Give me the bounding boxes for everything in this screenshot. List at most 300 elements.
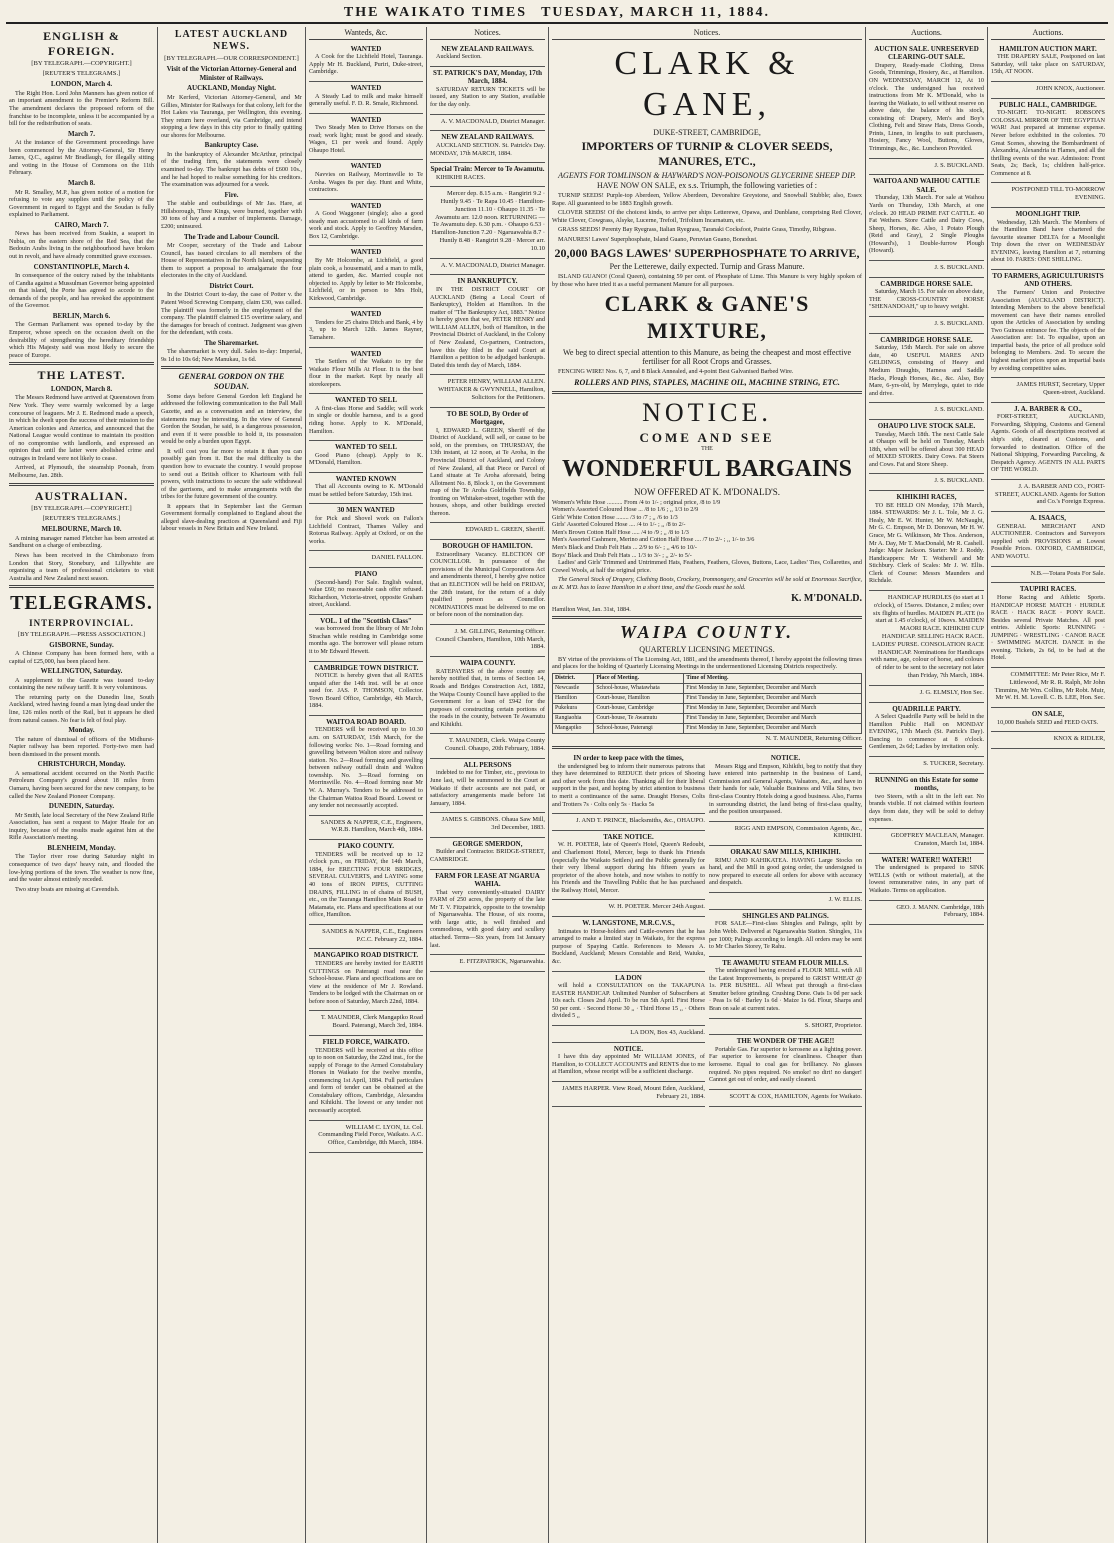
advertisement xyxy=(552,752,705,814)
table-header: Place of Meeting. xyxy=(594,673,684,683)
ad-text: FOR SALE—First-class Shingles and Palings, split by John Webb. Delivered at Ngaruawahia Station. Shingles, 11s per 1000; Palings according to length. All orders may be sent to Mr Charles Storey, Te Rahu. xyxy=(709,920,862,951)
column-wanteds xyxy=(306,27,427,1543)
come-and-see: COME AND SEE xyxy=(639,430,775,446)
clark-gane-turnip: TURNIP SEEDS! Purple-top Aberdeen, Yellow Aberdeen, Devonshire Greystone, and Snowball Stubble; also, Essex Rape. All guaranteed to be 1883 English growth. xyxy=(552,192,862,207)
article-text: News has been received in the Chimborazo from London that Story, Stonebury, and Lillywhite are organising a team of professional cricketers to visit Australia and New Zealand next season. xyxy=(9,551,154,582)
ad-title: PIAKO COUNTY. xyxy=(337,842,395,851)
notice-title: NOTICE. xyxy=(642,397,772,427)
advertisement xyxy=(991,378,1105,403)
ad-title: LA DON xyxy=(615,973,642,982)
article-dateline: GISBORNE, Sunday. xyxy=(49,640,114,649)
article-dateline: March 8. xyxy=(67,179,96,187)
ad-signature: T. MAUNDER, Clerk. Waipa County Council. Ohaupo, 20th February, 1884. xyxy=(444,737,545,753)
article-text: It will cost you far more to retain it than you can possibly gain from it. But the real difficulty is the question how to evacuate the country. I would propose to send out a British officer to Khartoum with full powers, with instructions to secure the safe withdrawal of the garrisons, and to make arrangements with the tribes for the future government of the country. xyxy=(161,447,302,501)
ad-signature: J. W. ELLIS. xyxy=(828,896,862,904)
ad-title: TO FARMERS, AGRICULTURISTS AND OTHERS. xyxy=(992,271,1104,289)
ad-title: AUCTION SALE. UNRESERVED CLEARING-OUT SALE. xyxy=(874,44,979,62)
ad-text: TENDERS will be received up to 10.30 a.m. on SATURDAY, 15th March, for the following works: No. 1—Road forming and gravelling between Walton store and railway station. No. 2—Road forming and gravelling between railway outfall drain and Walton township. No. 3—Road forming on Morrinsville. No. 4—Road forming near Mr W. A. Murray's. Tenders to be addressed to the Chairman Waitoa Road Board. Lowest or any tender not necessarily accepted. xyxy=(309,726,423,810)
advertisement xyxy=(552,917,705,971)
ad-text: Wednesday, 12th March. The Members of the Hamilton Band have chartered the favourite steamer DELTA for a Moonlight Trip down the river on WEDNESDAY EVENING, leaving Hamilton at 7, returning about 10. FARES: ONE SHILLING. xyxy=(991,218,1105,264)
advertisement xyxy=(430,734,545,759)
advertisement xyxy=(991,43,1105,82)
article-text: The Messrs Redmond have arrived at Queenstown from New York. They were warmly welcomed by a large concourse of leaguers. Mr J. E. Redmond made a speech, in which he dwelt upon the success of their mission to the American colonies and America, and announced that the National League would continue to maintain its position of no compromise with landlords, and expressed an opinion that until the latter were abolished crime and outrages in Ireland were not likely to cease. xyxy=(9,394,154,462)
ad-text: A Good Waggoner (single); also a good steady man accustomed to all kinds of farm work and stock. Apply to Geoffrey Marsden, Box 12, Cambridge. xyxy=(309,210,423,240)
ad-text: Tuesday, March 18th. The next Cattle Sale at Ohaupo will be held on Tuesday, March 18th, when will be offered about 300 HEAD of MIXED STORES. Dairy Cows. Fat Steers and Cows. Fat and Store Sheep. xyxy=(869,430,984,468)
ad-list xyxy=(309,43,423,1153)
ad-title: TAKE NOTICE. xyxy=(603,832,654,841)
advertisement xyxy=(309,551,423,568)
advertisement xyxy=(869,159,984,176)
ad-text: Horse Racing and Athletic Sports. HANDICAP HORSE MATCH · HURDLE RACE · HACK RACE · PONY RACE. Besides several Private Matches. All post entries. Athletic Sports: RUNNING · JUMPING · WRESTLING · CANOE RACE · SWIMMING MATCH. DANCE in the evening. Tickets, 2s 6d, to be had at the Hotel. xyxy=(991,593,1105,662)
table-cell: First Monday in June, September, December and March xyxy=(684,684,862,694)
article-text: A supplement to the Gazette was issued to-day containing the new railway tariff. It is very voluminous. xyxy=(9,676,154,692)
ad-text: 10,000 Bushels SEED and FEED OATS. xyxy=(997,718,1099,726)
ad-signature: SCOTT & COX, HAMILTON, Agents for Waikato. xyxy=(729,1092,862,1100)
ad-text: indebted to me for Timber, etc., previous to June last, will be summoned to the Court at Waikato if their accounts are not paid, or satisfactory arrangements made before 1st January, 1884. xyxy=(430,769,545,807)
table-cell: Hamilton xyxy=(553,694,594,704)
ad-title: WAITOA ROAD BOARD. xyxy=(326,717,406,726)
clark-gane-guano: ISLAND GUANO! (Coral Queen), containing 59 per cent. of Phosphate of Lime. This Manure is very highly spoken of by those who have tried it as a useful permanent Manure for all purposes. xyxy=(552,272,862,288)
bargains-date: Hamilton West, Jan. 31st, 1884. xyxy=(552,605,631,613)
ad-text: TENDERS will be received at this office up to noon on Saturday, the 22nd inst., for the supply of Forage to the Armed Constabulary Horses in Waikato for the twelve months, commencing 1st April, 1884. Full particulars and form of tender can be obtained at the Constabulary offices, Cambridge, Alexandra and Kihikihi. The lowest or any tender not necessarily accepted. xyxy=(309,1046,423,1115)
article-text: Mr Smith, late local Secretary of the New Zealand Rifle Association, has sent a request to Major Heale for an inquiry, because of the results made against him at the Rifle Association's meeting. xyxy=(9,811,154,842)
wonderful-bargains: WONDERFUL BARGAINS xyxy=(561,456,853,483)
section-title-auckland: LATEST AUCKLAND NEWS. xyxy=(174,29,289,53)
clark-gane-intro: HAVE NOW ON SALE, ex s.s. Triumph, the following varieties of : xyxy=(597,181,817,191)
article-text: In consequence of the outcry raised by the inhabitants of Candia against a Mussulman Governor being appointed on that island, the Porte has agreed to accede to the demands of the people, and has revoked the appointment of the Governor. xyxy=(9,272,154,310)
ad-title: WANTED xyxy=(350,162,382,171)
advertisement xyxy=(309,43,423,82)
ad-text: two Steers, with a slit in the left ear. No brands visible. If not claimed within fourteen days from date, they will be sold to defray expenses. xyxy=(869,792,984,823)
advertisement xyxy=(991,668,1105,708)
clark-gane-address: DUKE-STREET, CAMBRIDGE, xyxy=(653,127,761,137)
table-row xyxy=(553,684,862,694)
advertisement xyxy=(430,540,545,625)
advertisement xyxy=(309,1121,423,1153)
section-title-latest: THE LATEST. xyxy=(37,368,126,383)
ad-signature: LA DON, Box 43, Auckland. xyxy=(630,1028,705,1036)
clark-gane-manures: MANURES! Lawes' Superphosphate, Island Guano, Peruvian Guano, Bonedust. xyxy=(558,236,758,243)
bargains-general: The General Stock of Drapery, Clothing Boots, Crockery, Ironmongery, and Groceries will be sold at Enormous Sacrifice, as K. M'D. has to leave Hamilton in a short time, and the Goods must be sold. xyxy=(552,576,862,591)
ad-title: WANTED xyxy=(350,83,382,92)
ad-text: Drapery, Ready-made Clothing, Dress Goods, Trimmings, Hosiery, &c., at Hamilton. ON WEDNESDAY, MARCH 12, At 10 o'clock. The undersigned has received instructions from Mr K. M'Donald, who is leaving the Waikato, to sell without reserve on above date, the balance of his stock, consisting of: Drapery, Men's and Boy's Clothing, Felt and Straw Hats, Dress Goods, Prints, Linen, in lengths to suit purchasers, Hosiery, Fancy Wool, Buttons, Gloves, Trimmings, &c., &c. Luncheon Provided. xyxy=(869,61,984,152)
columns xyxy=(6,27,1108,1543)
advertisement xyxy=(309,348,423,395)
price-list xyxy=(552,499,862,560)
ad-text: (Second-hand) For Sale. English walnut, value £60; no reasonable cash offer refused. Richardson, Victoria-street, opposite Graham street, Auckland. xyxy=(309,578,423,609)
ad-title: NOTICE. xyxy=(770,754,801,763)
ad-text: the undersigned beg to inform their numerous patrons that they have determined to REDUCE their prices of Shoeing and other work from this date. Thanking all for their liberal support in the past, and hoping by strict attention to business to merit a continuance of the same. Draught Horses, Colts and Trotters 7s · Colts only 5s · Hacks 5s xyxy=(552,762,705,808)
advertisement xyxy=(869,334,984,403)
advertisement xyxy=(869,420,984,474)
article-text: At the instance of the Government proceedings have been commenced by the Attorney-General, Sir Henry James, Q.C., against Mr Bradlaugh, for illegally sitting and voting in the House of Commons on the 11th February. xyxy=(9,139,154,177)
table-row xyxy=(553,704,862,714)
advertisement xyxy=(552,1026,705,1043)
advertisement xyxy=(430,625,545,657)
ad-text: I have this day appointed Mr WILLIAM JONES, of Hamilton, to COLLECT ACCOUNTS and RENTS due to me at Hamilton, whose receipt will be a sufficient discharge. xyxy=(552,1053,705,1076)
article-text: Some days before General Gordon left England he addressed the following communication to the Pall Mall Gazette, and as a conversation and an interview, the statements may be interesting. In the view of General Gordon the Soudan, he said, is a dangerous possession, and even if it were possible to hold it, its possession would be only a burden upon Egypt. xyxy=(161,392,302,446)
advertisement xyxy=(552,1082,705,1107)
waipa-text: BY virtue of the provisions of The Licensing Act, 1881, and the amendments thereof, I hereby appoint the following times and places for the holding of Quarterly Licensing Meetings in the undermentioned Licensing Districts respectively. xyxy=(552,655,862,671)
advertisement xyxy=(309,1011,423,1036)
bargains-text: Ladies' and Girls' Trimmed and Untrimmed Hats, Feathers, Feathers, Gloves, Buttons, Lace, Ladies' Ties, Collarettes, and Crewel Wools, at half the original price. xyxy=(552,559,862,574)
ad-title: WANTED xyxy=(350,44,382,53)
section-title-gordon: GENERAL GORDON ON THE SOUDAN. xyxy=(178,372,285,392)
section-title-australian: AUSTRALIAN. xyxy=(34,488,129,503)
ad-signature: J. S. BUCKLAND. xyxy=(934,161,984,169)
masthead xyxy=(6,4,1108,24)
ad-text: Saturday, March 15. For sale on above date, THE CROSS-COUNTRY HORSE "SHENANDOAH," up to heavy weight. xyxy=(869,288,984,311)
advertisement xyxy=(309,441,423,473)
advertisement xyxy=(430,759,545,813)
ad-title: WANTED xyxy=(350,115,382,124)
ad-signature: J. M. GILLING, Returning Officer. Council Chambers, Hamilton, 10th March, 1884. xyxy=(435,627,545,651)
advertisement xyxy=(430,67,545,115)
article-text: It appears that in September last the German Government formally complained to England about the alleged slave-dealing practices at Queensland and Fiji labour vessels in New Britain and New Ireland. xyxy=(161,502,302,533)
byline: [BY TELEGRAPH.—COPYRIGHT.] xyxy=(31,505,132,513)
ad-title: TAUPIRI RACES. xyxy=(1019,585,1077,594)
advertisement xyxy=(869,43,984,159)
ad-title: TE AWAMUTU STEAM FLOUR MILLS. xyxy=(722,958,849,967)
article-text: Mr Cooper, secretary of the Trade and Labour Council, has issued circulars to all members of the House of Representatives in the North Island, requesting them to support a proposal to amalgamate the four electorates in the city of Auckland. xyxy=(161,242,302,280)
ad-text: A Steady Lad to milk and make himself generally useful. F. D. R. Smale, Richmond. xyxy=(309,92,423,108)
advertisement xyxy=(991,567,1105,584)
advertisement xyxy=(991,512,1105,566)
ad-text: TO BE HELD ON Monday, 17th March, 1884. STEWARDS: Mr J. L. Tole, Mr J. G. Healy, Mr E. W. Hunter, Mr W. McNaught, Mr G. C. Empson, Mr D. Donovan, Mr H. W. Grace, Mr G. Wilkinson, Mr Thos. Anderson, Mr A. Day, Mr T. MacDonald, Mr R. Cashell. Judge: Major Jackson. Starter: Mr J. Roddy. Handicappers: Mr T. Wotherell and Mr Stichbury. Clerk of Scales: Mr J. W. Ellis. Clerk of Course: Messrs Maunders and Richdale. xyxy=(869,501,984,585)
advertisement xyxy=(552,1043,705,1082)
ad-text: Tenders for 25 chains Ditch and Bank, 4 by 3, up to March 12th. James Rayner, Tamahere. xyxy=(309,318,423,341)
ad-list xyxy=(869,43,984,925)
ad-title: HAMILTON AUCTION MART. xyxy=(999,44,1097,53)
ad-text: was borrowed from the library of Mr John Strachan while residing in Cambridge some months ago. The borrower will please return it to Mr Edward Hewett. xyxy=(309,625,423,655)
ad-signature: GEOFFREY MACLEAN, Manager. Cranston, March 1st, 1884. xyxy=(890,832,984,847)
table-cell: Court-house, Cambridge xyxy=(594,704,684,714)
ad-title: IN BANKRUPTCY. xyxy=(457,277,518,286)
ad-signature: HANDICAP HURDLES (to start at 1 o'clock), of 15sovs. Distance, 2 miles; over six flights of hurdles. MAIDEN PLATE (to start at 1.45 o'clock), of 10sovs. MAIDEN MAORI RACE. KIHIKIHI CUP HANDICAP. SELLING HACK RACE. LADIES' PURSE. CONSOLATION RACE HANDICAP. Nominations for Handicaps with name, age, colour of horse, and colours of rider to be sent to the secretary not later than Friday, 7th March, 1884. xyxy=(870,593,984,680)
ad-text: TENDERS will be received up to 12 o'clock p.m., on FRIDAY, the 14th March, 1884, for ERECTING FOUR BRIDGES, SEVERAL CULVERTS, and LAYING some 40 tons of IRON PIPES, CUTTING DRAINS, FILLING in of chains of BUSH, etc., on the Tauranga Hamilton Main Road to Matamata, etc. Plans and specifications at our office, Hamilton. xyxy=(309,850,423,919)
ad-title: TO BE SOLD, By Order of Mortgagee, xyxy=(446,409,529,427)
article-dateline: Monday. xyxy=(68,726,95,735)
ad-title: A. ISAACS, xyxy=(1030,514,1066,523)
advertisement xyxy=(309,246,423,308)
article-dateline: CHRISTCHURCH, Monday. xyxy=(37,760,126,769)
article-text: The stable and outbuildings of Mr Jas. Hare, at Hillsborough, Three Kings, were burned, together with 30 tons of hay and a number of implements. Damage, £200; uninsured. xyxy=(161,200,302,230)
clark-gane-ad xyxy=(552,43,862,388)
advertisement xyxy=(309,1036,423,1121)
advertisement xyxy=(869,403,984,420)
ad-title: WANTED xyxy=(350,349,382,358)
article-text: In the District Court to-day, the case of Potter v. the Patent Wood Screwing Company, claim £30, was called. The plaintiff was formerly in the employment of the company. The plaintiff claimed £15 overtime salary, and the damages for breach of contract. Judgment was given for the defendant, with costs. xyxy=(161,291,302,337)
ad-title: ON SALE, xyxy=(1031,710,1065,719)
ad-title: NEW ZEALAND RAILWAYS. xyxy=(441,133,534,142)
clark-gane-importers: IMPORTERS OF TURNIP & CLOVER SEEDS, MANURES, ETC., xyxy=(581,139,833,169)
table-cell: First Tuesday in June, September, December and March xyxy=(684,694,862,704)
masthead-title: THE WAIKATO TIMES xyxy=(343,5,528,20)
ad-title: FARM FOR LEASE AT NGARUA WAHIA. xyxy=(435,871,540,889)
table-cell: School-house, Paterangi xyxy=(594,724,684,734)
advertisement xyxy=(869,175,984,261)
clark-gane-agents: AGENTS FOR TOMLINSON & HAYWARD'S NON-POISONOUS GLYCERINE SHEEP DIP. xyxy=(558,170,856,180)
article-text: The returning party on the Dunedin line, South Auckland, wired having found a man lying dead under the line, 126 miles north of the Rail, but it appears he died from natural causes. No fear is felt of foul play. xyxy=(9,693,154,724)
advertisement xyxy=(430,408,545,524)
ad-text: The undersigned having erected a FLOUR MILL with All the Latest Improvements, is prepared to GRIST WHEAT @ 1s. PER BUSHEL. All Wheat put through a first-class Smutter before grinding. Crushing Done. Oats 1s 0d per sack · Peas 1s 6d · Barley 1s 6d · Maize 1s 6d. Flour, Sharps and Bran on sale at current rates. xyxy=(709,967,862,1012)
table-header: Time of Meeting. xyxy=(684,673,862,683)
ad-text: The Farmers' Union and Protective Association (AUCKLAND DISTRICT). Intending Members to the above beneficial movement can have their names enrolled upon the Articles of Association by sending Two Guineas entrance fee. The objects of the Association are: 1st. To equalise, upon an impartial basis, the price of all produce sold belonging to Members. 2nd. To secure the highest market prices upon an impartial basis by avoiding competitive sales. xyxy=(991,288,1105,372)
advertisement xyxy=(991,208,1105,270)
price-line: Girls' Assorted Coloured Hose .... /4 to 1/- ; ,, /8 to 2/- xyxy=(552,521,686,529)
ad-title: WATER! WATER!! WATER!! xyxy=(881,855,972,864)
ad-text: Thursday, 13th March. For sale at Waihou Yards on Thursday, 13th March, at one o'clock. 20 HEAD PRIME FAT CATTLE. 40 Fat Wethers. Store Cattle and Dairy Cows, Sheep, Horses, &c. Also, 1 Potato Plough (Reid and Gray), 2 Single Ploughs (Howard's), 1 Double-furrow Plough (Howard). xyxy=(869,194,984,255)
advertisement xyxy=(709,846,862,893)
advertisement xyxy=(552,831,705,900)
advertisement xyxy=(430,657,545,734)
advertisement xyxy=(709,1090,862,1107)
ad-text: Saturday, 15th March. For sale on above date, 40 USEFUL MARES AND GELDINGS, consisting of Heavy and Medium Draughts, Harness and Saddle Hacks, Plough Horses, &c., &c. Also, Buy Mare, 6-yrs-old, by Merrylegs, quiet to ride and drive. xyxy=(869,344,984,397)
advertisement xyxy=(991,708,1105,732)
article-text: A Chinese Company has been formed here, with a capital of £25,000, has been placed here. xyxy=(9,650,154,665)
article-dateline: WELLINGTON, Saturday. xyxy=(40,667,123,676)
ad-text: W. H. POETER, late of Queen's Hotel, Queen's Redoubt, and Charlemont Hotel, Mercer, begs to thank his Friends (especially the Waikato Settlers) and the Public generally for their very liberal support during his fifteen years as proprietor of the above hotels, and now wishes to notify to his Friends and the Travelling Public that he has purchased the Railway Hotel, Mercer. xyxy=(552,841,705,894)
article-dateline: DUNEDIN, Saturday. xyxy=(48,802,115,811)
advertisement xyxy=(709,893,862,910)
ad-title: MOONLIGHT TRIP. xyxy=(1015,210,1081,218)
advertisement xyxy=(430,870,545,956)
ad-text: RIMU AND KAHIKATEA. HAVING Large Stocks on hand, and the Mill in good going order, the undersigned is now prepared to execute all orders for above with accuracy and despatch. xyxy=(709,856,862,887)
byline: [BY TELEGRAPH.—COPYRIGHT.] xyxy=(31,60,132,68)
advertisement xyxy=(430,259,545,276)
price-line: Men's Black and Drab Felt Hats ... 2/9 to 6/- ; ,, 4/6 to 10/- xyxy=(552,544,697,552)
advertisement xyxy=(991,99,1105,184)
table-cell: Mangapiko xyxy=(553,724,594,734)
ad-title: OHAUPO LIVE STOCK SALE. xyxy=(877,422,976,431)
ad-signature: J. AND T. PRINCE, Blacksmiths, &c., OHAUPO. xyxy=(576,817,705,825)
bargains-signature: K. M'DONALD. xyxy=(791,593,862,605)
advertisement xyxy=(552,972,705,1026)
advertisement xyxy=(991,403,1105,480)
ad-text: IN THE DISTRICT COURT OF AUCKLAND (Being a Local Court of Bankruptcy), Holden at Hamilton. In the matter of "The Bankruptcy Act, 1883." Notice is hereby given that we, PETER HENRY and WILLIAM ALLEN, both of Hamilton, in the Provincial District of Auckland, in the Colony of New Zealand, Co-partners, Contractors, have this day filed in the said Court at Hamilton a petition to be adjudged bankrupts. Dated this tenth day of March, 1884. xyxy=(430,286,545,369)
table-cell: Court-house, Te Awamutu xyxy=(594,714,684,724)
clark-gane-rollers: ROLLERS AND PINS, STAPLES, MACHINE OIL, MACHINE STRING, ETC. xyxy=(574,377,840,387)
ad-title: ALL PERSONS xyxy=(463,760,512,769)
ad-text: I, EDWARD L. GREEN, Sheriff of the District of Auckland, will sell, or cause to be sold, on the premises, on THURSDAY, the 13th instant, at 12 noon, at Te Aroha, in the Provincial District of Auckland, and Colony of New Zealand, all that Piece or Parcel of Land situate at Te Aroha aforesaid, being Allotment No. 8, Block 1, on the Government map of the Te Aroha Goldfields Township, fronting on Whitaker-street, together with the houses, shops, and other buildings erected thereon. xyxy=(430,426,545,517)
article-text: The nature of dismissal of officers of the Midhurst-Napier railway has been reported. Forty-two men had been dismissed in the present month. xyxy=(9,735,154,758)
article-dateline: BERLIN, March 6. xyxy=(52,311,111,320)
ad-text: That very conveniently-situated DAIRY FARM of 250 acres, the property of the late Mr T. V. Fitzpatrick, opposite to the township of Ngaruawahia. The House, of six rooms, with large attic, is well finished and commodious, with good dairy and scullery attached. Terms—Six years, from 1st January last. xyxy=(430,888,545,949)
advertisement xyxy=(309,662,423,716)
ad-text: A Cook for the Lichfield Hotel, Tauranga. Apply Mr H. Buckland, Puriri, Duke-street, Cambridge. xyxy=(309,53,423,76)
article-dateline: March 7. xyxy=(67,129,96,138)
waipa-licensing-ad xyxy=(552,622,862,743)
ad-signature: W. H. POETER. Mercer 24th August. xyxy=(608,903,705,911)
ad-list xyxy=(430,43,545,972)
article-dateline: CONSTANTINOPLE, March 4. xyxy=(33,262,130,271)
article-text: The Taylor river rose during Saturday night in consequence of two days' heavy rain, and flooded the low-lying portions of the town. The weather is now fine, and the water almost entirely receded. xyxy=(9,853,154,884)
subhead: Visit of the Victorian Attorney-General and Minister of Railways. xyxy=(166,65,297,82)
ad-signature: J. G. ELMSLY, Hon Sec. xyxy=(919,688,984,696)
ad-list-right xyxy=(709,752,862,1106)
ad-text: Navvies on Railway, Morrinsville to Te Aroha. Wages 8s per day. Hunt and White, contractors. xyxy=(309,170,423,194)
ad-text: NOTICE is hereby given that all RATES unpaid after the 14th inst. will be at once sued for. JAS. P. THOMSON, Collector. Town Board Office, Cambridge, 4th March, 1884. xyxy=(309,672,423,710)
ad-signature: COMMITTEE: Mr Peter Rice, Mr F. Littlewood, Mr R. R. Ralph, Mr John Timmins, Mr Wm. Collins, Mr Robt. Muir, Mr W. H. M. Lovell. C. B. LEE, Hon. Sec. xyxy=(994,671,1105,702)
column-auctions-1 xyxy=(866,27,988,1543)
ad-signature: J. S. BUCKLAND. xyxy=(934,263,984,271)
advertisement xyxy=(991,270,1105,378)
advertisement xyxy=(430,131,545,163)
ad-title: W. LANGSTONE, M.R.C.V.S., xyxy=(582,919,675,928)
article-dateline: LONDON, March 4. xyxy=(50,80,113,89)
ad-signature: JOHN KNOX, Auctioneer. xyxy=(1036,84,1105,92)
clark-gane-mixture-sub: We beg to direct special attention to this Manure, as being the cheapest and most effective fertiliser for all Root Crops and Grasses. xyxy=(563,347,851,367)
ad-title: J. A. BARBER & CO., xyxy=(1014,404,1082,413)
column-auctions-2 xyxy=(988,27,1108,1543)
advertisement xyxy=(991,480,1105,512)
article-list xyxy=(9,525,154,582)
ad-text: TO-NIGHT. TO-NIGHT. ROBSON'S COLOSSAL MIRROR OF THE EGYPTIAN WAR! Just prepared at immense expense. Never before exhibited in the colonies. 70 Great Scenes, showing the Bombardment of Alexandria, Alexandria in Flames, and all the thrilling events of the war. Admission: Front Seats, 2s; Back, 1s; children half-price. Commence at 8. xyxy=(991,109,1105,177)
ad-title: WAITOA AND WAIHOU CATTLE SALE. xyxy=(873,177,980,194)
article-text: Mr Kerferd, Victorian Attorney-General, and Mr Gillies, Minister for Railways for that colony, left for the Hot Lakes via Tauranga, per Wellington, this evening. They return here overland, via Cambridge, and intend stopping a few days in this city prior to finally quitting our shores for Melbourne. xyxy=(161,94,302,139)
advertisement xyxy=(552,814,705,831)
ad-title: PUBLIC HALL, CAMBRIDGE. xyxy=(999,100,1097,109)
table-cell: First Monday in June, September, December and March xyxy=(684,724,862,734)
table-row xyxy=(553,694,862,704)
advertisement xyxy=(869,261,984,278)
advertisement xyxy=(991,583,1105,668)
ad-title: WANTED xyxy=(350,201,382,210)
licensing-table xyxy=(552,673,862,734)
advertisement xyxy=(552,900,705,917)
clark-gane-fencing: FENCING WIRE! Nos. 6, 7, and 8 Black Annealed, and 4-point Best Galvanised Barbed Wire. xyxy=(558,368,794,376)
ad-title: CAMBRIDGE HORSE SALE. xyxy=(880,335,973,344)
column-notices xyxy=(427,27,549,1543)
ad-signature: S. SHORT, Proprietor. xyxy=(804,1021,862,1029)
article-dateline: LONDON, March 8. xyxy=(50,384,113,393)
ad-signature: DANIEL FALLON. xyxy=(371,554,423,562)
column-heading: Notices. xyxy=(430,27,545,40)
advertisement xyxy=(869,317,984,334)
ad-list-left xyxy=(552,752,705,1106)
ad-text: TENDERS are hereby invited for EARTH CUTTINGS on Paterangi road near the School-house. Plans and specifications are on view at the residence of Mr J. Rowland. Tenders to be lodged with the Chairman on or before noon of Saturday, March 22nd, 1884. xyxy=(309,960,423,1005)
advertisement xyxy=(709,1035,862,1089)
article-list xyxy=(161,393,302,533)
ad-text: A Select Quadrille Party will be held in the Hamilton Public Hall on MONDAY EVENING, 17th March (St. Patrick's Day). Dancing to commence at 8 o'clock. Gentlemen, 2s 6d; Ladies by invitation only. xyxy=(869,713,984,751)
ad-signature: A. V. MACDONALD, District Manager. xyxy=(440,261,545,269)
article-dateline: The Sharemarket. xyxy=(204,338,259,347)
advertisement xyxy=(430,163,545,187)
article-text: A mining manager named Fletcher has been arrested at Sandhurst on a charge of embezzling. xyxy=(9,534,154,550)
advertisement xyxy=(430,838,545,870)
ad-signature: J. S. BUCKLAND. xyxy=(934,406,984,414)
column-heading: Notices. xyxy=(552,27,862,40)
column-heading: Auctions. xyxy=(991,27,1105,40)
ad-text: Two Steady Men to Drive Horses on the road; work light; must be good and steady. Wages, £1 per week and found. Apply Ohaupo Hotel. xyxy=(309,124,423,154)
ad-signature: SANDES & NAPPER, C.E., Engineers P.C.C. February 22, 1884. xyxy=(322,927,423,943)
advertisement xyxy=(869,474,984,491)
ad-text: Portable Gas. Far superior to kerosene as a lighting power. Far superior to kerosene for cleanliness. Cheaper than kerosene. Equal to coal gas for brilliancy. No glasses required. No pipes required. No smoke! no dirt! no danger! Cannot get out of order, and easily cleaned. xyxy=(709,1045,862,1084)
advertisement xyxy=(309,504,423,551)
ad-text: KIHIKIHI RACES. xyxy=(436,173,486,181)
byline: [BY TELEGRAPH.—OUR CORRESPONDENT.] xyxy=(164,55,299,63)
advertisement xyxy=(309,114,423,161)
advertisement xyxy=(430,955,545,972)
ad-signature: A. V. MACDONALD, District Manager. xyxy=(440,117,545,125)
article-dateline: Bankruptcy Case. xyxy=(204,141,259,150)
table-cell: School-house, Whatawhata xyxy=(594,684,684,694)
ad-text: Good Piano (cheap). Apply to K. M'Donald, Hamilton. xyxy=(309,451,423,467)
price-line: Women's White Hose .......... From /4 to 1/- ; original price, /8 to 1/9 xyxy=(552,498,721,506)
price-line: Girls' White Cotton Hose ........ /3 to /7 ; ,, /6 to 1/3 xyxy=(552,513,678,521)
article-dateline: MELBOURNE, March 10. xyxy=(41,525,122,534)
advertisement xyxy=(309,716,423,816)
ad-text: GENERAL MERCHANT AND AUCTIONEER. Contractors and Surveyors supplied with PROVISIONS at Lowest Possible Prices. OXFORD, CAMBRIDGE, AND WAOTU. xyxy=(991,522,1105,561)
price-line: Men's Brown Cotton Half Hose ..... /4 to /9 ; ,, /8 to 1/3 xyxy=(552,528,689,536)
ad-signature: Mercer dep. 8.15 a.m. · Rangiriri 9.2 · Huntly 9.45 · Te Rapa 10.45 · Hamilton-Junction 11.10 · Ohaupo 11.35 · Te Awamutu arr. 12.0 noon. RETURNING — Te Awamutu dep. 6.30 p.m. · Ohaupo 6.53 · Hamilton-Junction 7.20 · Ngaruawahia 8.7 · Huntly 8.48 · Rangiriri 9.28 · Mercer arr. 10.10 xyxy=(431,190,545,252)
advertisement xyxy=(869,278,984,317)
ad-title: ORAKAU SAW MILLS, KIHIKIHI. xyxy=(730,848,841,857)
advertisement xyxy=(430,813,545,838)
price-line: Women's Assorted Coloured Hose ... /8 to 1/6 ; ,, 1/3 to 2/9 xyxy=(552,506,699,514)
column-english-foreign xyxy=(6,27,158,1543)
byline: [BY TELEGRAPH.—PRESS ASSOCIATION.] xyxy=(17,630,146,638)
article-dateline: The Trade and Labour Council. xyxy=(183,232,280,241)
ad-signature: J. S. BUCKLAND. xyxy=(934,319,984,327)
ad-title: WANTED KNOWN xyxy=(335,474,397,483)
article-list xyxy=(9,385,154,480)
advertisement xyxy=(991,82,1105,99)
ad-text: FORT-STREET, AUCKLAND, Forwarding, Shipping, Customs and General Agents. Goods of all descriptions received at ship's side, cleared at Customs, and forwarded to destination. Office of the National Shipping, Forwarding Parceling, & Despatch Agency. AGENTS IN ALL PARTS OF THE WORLD. xyxy=(991,413,1105,474)
article-text: The sharemarket is very dull. Sales to-day: Imperial, 9s 1d to 10s 6d; New Manukau, 1s 6d. xyxy=(161,348,302,363)
clark-gane-bags-sub: Per the Letterewe, daily expected. Turnip and Grass Manure. xyxy=(609,262,805,272)
small-ads-split xyxy=(552,752,862,1106)
table-row xyxy=(553,714,862,724)
advertisement xyxy=(430,43,545,67)
article-list xyxy=(161,84,302,363)
ad-title: WANTED TO SELL xyxy=(335,443,397,452)
ad-title: THE WONDER OF THE AGE!! xyxy=(736,1037,835,1046)
clark-gane-clover: CLOVER SEEDS! Of the choicest kinds, to arrive per ships Letterewe, Opawa, and Dunblane, comprising Red Clover, White Clover, Cowgrass, Alsyke, Lucerne, Trefoil, Trifolium Incarnatum, etc. xyxy=(552,209,862,224)
table-cell: Rangiaohia xyxy=(553,714,594,724)
section-title-telegrams: TELEGRAMS. xyxy=(10,592,153,615)
ad-text: RATEPAYERS of the above county are hereby notified that, in terms of Section 14, Roads and Bridges Construction Act, 1882, the Waipa County Council have applied to the Government for a loan of £942 for the purposes of constructing certain portions of the roads in the county, between Te Awamutu and Kihikihi. xyxy=(430,667,545,728)
ad-signature: S. TUCKER, Secretary. xyxy=(923,760,984,768)
table-cell: Pukekura xyxy=(553,704,594,714)
ad-title: NEW ZEALAND RAILWAYS. xyxy=(441,44,534,53)
advertisement xyxy=(991,183,1105,208)
advertisement xyxy=(309,840,423,925)
article-text: Two stray boats are missing at Cavendish. xyxy=(15,885,120,893)
advertisement xyxy=(869,774,984,829)
advertisement xyxy=(309,200,423,247)
advertisement xyxy=(309,473,423,505)
ad-text: By Mr Holcombe, at Lichfield, a good plain cook, a housemaid, and a man to milk, attend to garden, &c. Married couple not objected to. Apply by letter to Mr Holcombe, Lichfield, or in person to Mrs Holt, Kirkwood, Cambridge. xyxy=(309,256,423,302)
ad-text: THE DRAPERY SALE, Postponed on last Saturday, will take place on SATURDAY, 15th, AT NOON. xyxy=(991,53,1105,76)
section-title-english-foreign: ENGLISH & FOREIGN. xyxy=(43,29,120,58)
advertisement xyxy=(309,394,423,441)
ad-text: will hold a CONSULTATION on the TAKAPUNA EASTER HANDICAP. Unlimited Number of Subscribers at 10s each. Closes 2nd April. To be run 5th April. First Horse 50 per cent. · Second Horse 30 ,, · Third Horse 15 ,, · Others divided 5 ,, xyxy=(552,982,705,1020)
ad-text: A first-class Horse and Saddle; will work in single or double harness, and is a good riding horse. Apply to K. M'Donald, Hamilton. xyxy=(309,404,423,435)
advertisement xyxy=(869,829,984,854)
column-heading: Auctions. xyxy=(869,27,984,40)
ad-text: SATURDAY RETURN TICKETS will be issued, any Station to any Station, available for the day only. xyxy=(430,85,545,109)
ad-signature: EDWARD L. GREEN, Sheriff. xyxy=(465,526,545,534)
ad-text: Extraordinary Vacancy. ELECTION OF COUNCILLOR. In pursuance of the provisions of the Municipal Corporations Act and amendments thereof, I hereby give notice that an ELECTION will be held on FRIDAY, the 28th instant, for the return of a duly qualified person as Councillor. NOMINATIONS must be delivered to me on or before noon of the nomination day. xyxy=(430,550,545,619)
advertisement xyxy=(709,822,862,847)
ad-text: That all Accounts owing to K. M'Donald must be settled before Saturday, 15th inst. xyxy=(309,483,423,498)
advertisement xyxy=(309,160,423,199)
ad-signature: JAMES HARPER. View Road, Mount Eden, Auckland, February 21, 1884. xyxy=(562,1084,705,1100)
table-cell: First Tuesday in June, September, December and March xyxy=(684,714,862,724)
advertisement xyxy=(309,816,423,841)
section-title-interprovincial: INTERPROVINCIAL. xyxy=(29,617,134,628)
